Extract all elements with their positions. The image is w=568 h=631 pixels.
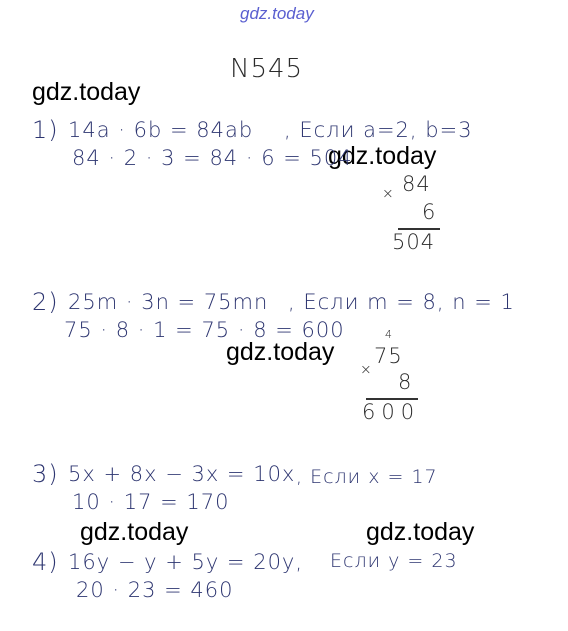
item-2-column-top: 75 [374,344,403,368]
item-2-carry: 4 [385,328,393,341]
item-1-column-top: 84 [402,172,431,196]
item-2-label: 2) [32,288,59,316]
problem-number: N545 [230,54,304,84]
item-1-column-bottom: 6 [422,200,437,224]
item-3-expression: 5x + 8x − 3x = 10x [68,462,296,486]
watermark: gdz.today [226,338,335,366]
item-2-multiply-sign: × [360,362,373,378]
site-header: gdz.today [240,4,314,23]
item-3-condition: , Если x = 17 [296,466,438,488]
item-1-condition: , Если a=2, b=3 [284,118,473,142]
item-3-label: 3) [32,460,59,488]
item-4-expression: 16y − y + 5y = 20y, [68,550,304,574]
item-4-condition: Если y = 23 [330,550,458,572]
item-4-label: 4) [32,548,59,576]
watermark: gdz.today [32,78,141,106]
item-1-label: 1) [32,116,59,144]
item-4-calculation: 20 · 23 = 460 [76,578,234,602]
watermark: gdz.today [366,518,475,546]
item-2-column-bottom: 8 [398,370,413,394]
item-1-calculation: 84 · 2 · 3 = 84 · 6 = 504 [72,146,353,170]
watermark: gdz.today [328,142,437,170]
item-2-calculation: 75 · 8 · 1 = 75 · 8 = 600 [64,318,345,342]
item-2-condition: , Если m = 8, n = 1 [288,290,515,314]
item-2-expression: 25m · 3n = 75mn [68,290,269,314]
item-1-multiply-sign: × [382,186,395,202]
item-3-calculation: 10 · 17 = 170 [72,490,230,514]
item-1-column-result: 504 [392,230,436,254]
watermark: gdz.today [80,518,189,546]
item-2-column-result: 600 [362,400,421,424]
item-1-expression: 14a · 6b = 84ab [68,118,254,142]
